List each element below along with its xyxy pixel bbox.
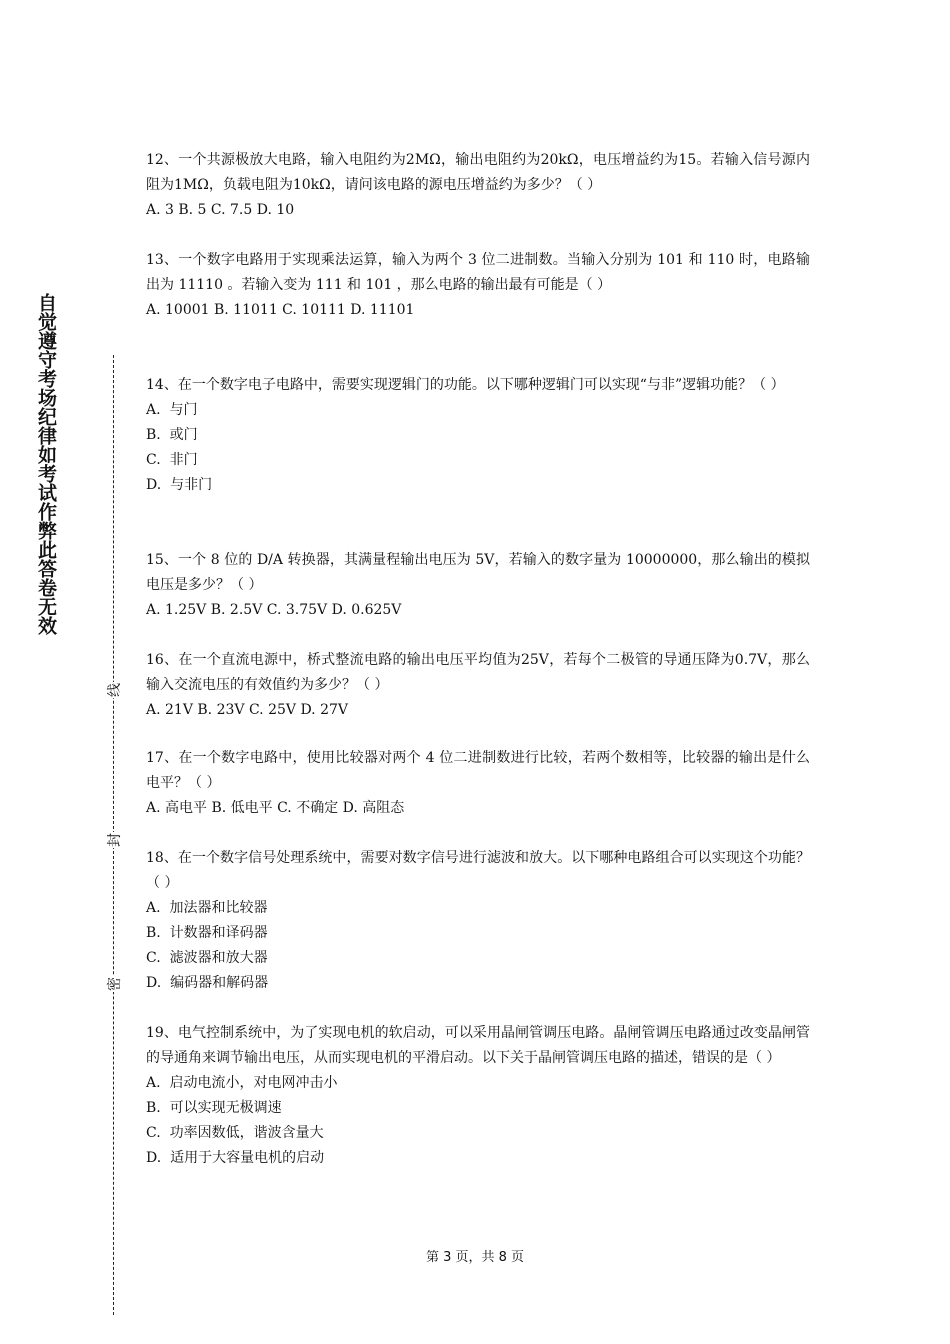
- option-a: A. 与门: [146, 402, 198, 418]
- question-text: 13、一个数字电路用于实现乘法运算，输入为两个 3 位二进制数。当输入分别为 101 和 110 时，电路输出为 11110 。若输入变为 111 和 101 ，那么电路的输出最有可能是（ ）: [146, 252, 810, 293]
- option-c: C. 非门: [146, 452, 198, 468]
- option-b: B. 可以实现无极调速: [146, 1100, 282, 1116]
- question-16: [146, 648, 810, 723]
- question-18: [146, 846, 810, 996]
- option-c: C. 功率因数低，谐波含量大: [146, 1125, 324, 1141]
- option-b: B. 计数器和译码器: [146, 925, 268, 941]
- question-options: A. 3 B. 5 C. 7.5 D. 10: [146, 202, 295, 218]
- question-text: 16、在一个直流电源中，桥式整流电路的输出电压平均值为25V，若每个二极管的导通压降为0.7V，那么输入交流电压的有效值约为多少？（ ）: [146, 652, 810, 693]
- question-options: A. 10001 B. 11011 C. 10111 D. 11101: [146, 302, 415, 318]
- question-text: 17、在一个数字电路中，使用比较器对两个 4 位二进制数进行比较，若两个数相等，比较器的输出是什么电平？（ ）: [146, 750, 810, 791]
- question-options: A. 高电平 B. 低电平 C. 不确定 D. 高阻态: [146, 800, 405, 816]
- question-19: [146, 1021, 810, 1171]
- question-text: 18、在一个数字信号处理系统中，需要对数字信号进行滤波和放大。以下哪种电路组合可以实现这个功能？（ ）: [146, 850, 810, 891]
- question-options: A. 1.25V B. 2.5V C. 3.75V D. 0.625V: [146, 602, 402, 618]
- page-number: 第 3 页，共 8 页: [425, 1250, 525, 1265]
- question-12: [146, 148, 810, 223]
- question-14: [146, 373, 810, 498]
- option-d: D. 编码器和解码器: [146, 975, 269, 991]
- option-a: A. 启动电流小，对电网冲击小: [146, 1075, 338, 1091]
- option-a: A. 加法器和比较器: [146, 900, 268, 916]
- question-text: 19、电气控制系统中，为了实现电机的软启动，可以采用晶闸管调压电路。晶闸管调压电路通过改变晶闸管的导通角来调节输出电压，从而实现电机的平滑启动。以下关于晶闸管调压电路的描述，错误的是（ ）: [146, 1025, 810, 1066]
- question-options: A. 21V B. 23V C. 25V D. 27V: [146, 702, 348, 718]
- binding-label-secret: 密: [107, 977, 123, 991]
- question-text: 15、一个 8 位的 D/A 转换器，其满量程输出电压为 5V，若输入的数字量为 10000000，那么输出的模拟电压是多少？（ ）: [146, 552, 810, 593]
- question-13: [146, 248, 810, 323]
- option-d: D. 与非门: [146, 477, 213, 493]
- question-15: [146, 548, 810, 623]
- option-c: C. 滤波器和放大器: [146, 950, 268, 966]
- question-text: 12、一个共源极放大电路，输入电阻约为2MΩ，输出电阻约为20kΩ，电压增益约为15。若输入信号源内阻为1MΩ，负载电阻为10kΩ，请问该电路的源电压增益约为多少？（ ）: [146, 152, 810, 193]
- question-17: [146, 746, 810, 821]
- question-text: 14、在一个数字电子电路中，需要实现逻辑门的功能。以下哪种逻辑门可以实现“与非”逻辑功能？（ ）: [146, 377, 785, 393]
- binding-label-seal: 封: [107, 833, 123, 847]
- exam-discipline-warning: 自觉遵守考场纪律如考试作弊此答卷无效: [35, 293, 57, 635]
- option-b: B. 或门: [146, 427, 198, 443]
- option-d: D. 适用于大容量电机的启动: [146, 1150, 325, 1166]
- binding-label-line: 线: [107, 683, 123, 697]
